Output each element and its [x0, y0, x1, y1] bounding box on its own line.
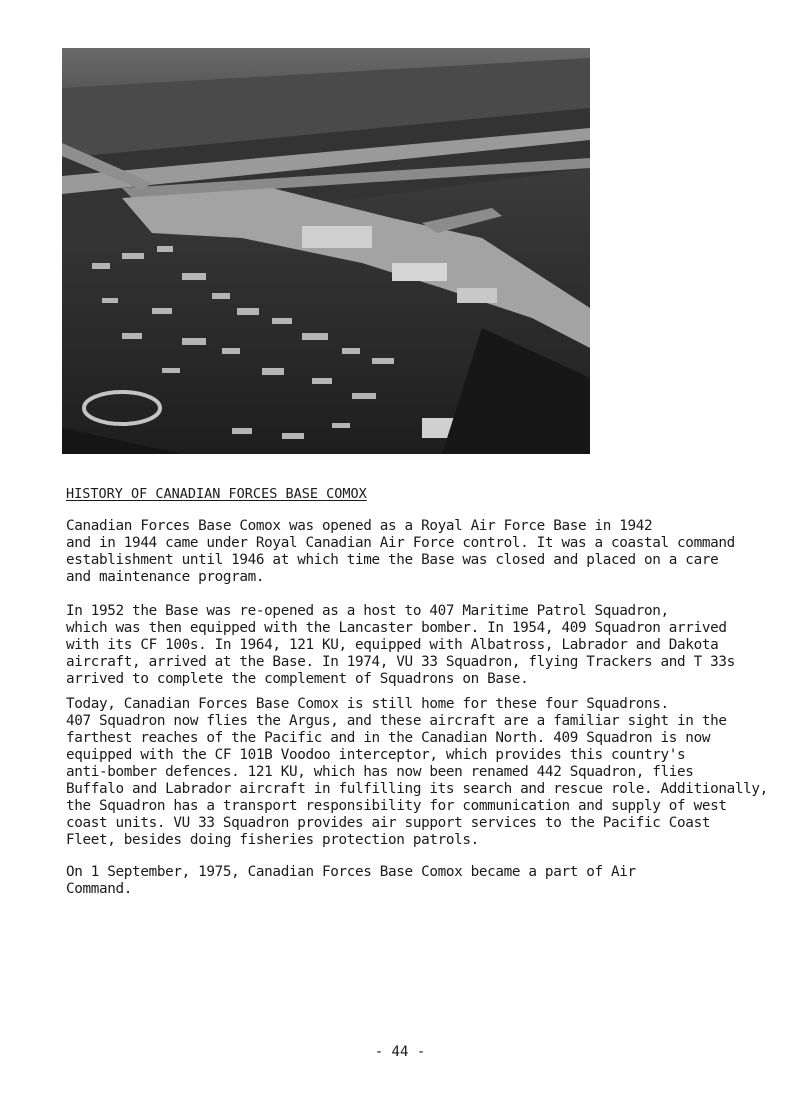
aerial-photo — [62, 48, 590, 454]
aerial-photo-graphic — [62, 48, 590, 454]
section-heading: HISTORY OF CANADIAN FORCES BASE COMOX — [66, 486, 367, 502]
page-number: - 44 - — [374, 1044, 426, 1060]
paragraph-today: Today, Canadian Forces Base Comox is still home for these four Squadrons. 407 Squadron now flies the Argus, and these aircraft are a familiar sight in the farthest reaches of the Pacific and in the Canadian North. 409 Squadron is now equipped with the CF 101B Voodoo interceptor, which provides this country's anti-bomber defences. 121 KU, which has now been renamed 442 Squadron, flies Buffalo and Labrador aircraft in fulfilling its search and rescue role. Additionally, the Squadron has a transport responsibility for communication and supply of west coast units. VU 33 Squadron provides air support services to the Pacific Coast Fleet, besides doing fisheries protection patrols. — [66, 696, 768, 848]
paragraph-opening: Canadian Forces Base Comox was opened as a Royal Air Force Base in 1942 and in 1944 came under Royal Canadian Air Force control. It was a coastal command establishment until 1946 at which time the Base was closed and placed on a care and maintenance program. — [66, 518, 735, 585]
paragraph-air-command: On 1 September, 1975, Canadian Forces Base Comox became a part of Air Command. — [66, 864, 636, 897]
paragraph-reopening: In 1952 the Base was re-opened as a host to 407 Maritime Patrol Squadron, which was then equipped with the Lancaster bomber. In 1954, 409 Squadron arrived with its CF 100s. In 1964, 121 KU, equipped with Albatross, Labrador and Dakota aircraft, arrived at the Base. In 1974, VU 33 Squadron, flying Trackers and T 33s arrived to complete the complement of Squadrons on Base. — [66, 603, 735, 687]
